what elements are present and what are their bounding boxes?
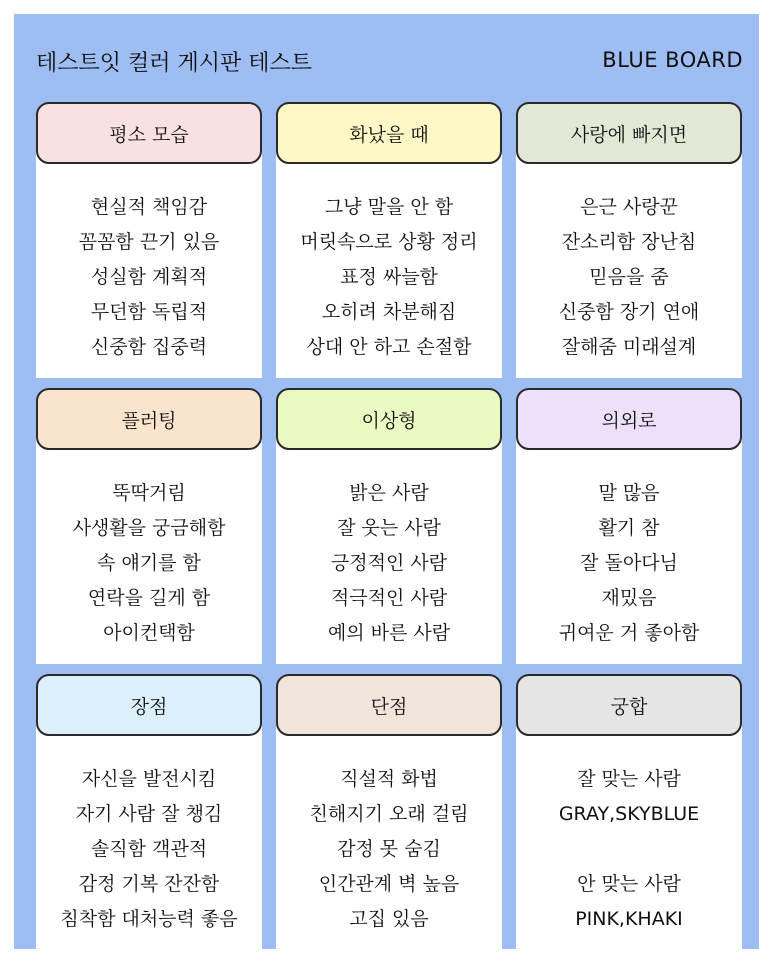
card-lines bbox=[516, 762, 742, 937]
card-line: 안 맞는 사람 bbox=[577, 873, 681, 895]
card-line: 감정 못 숨김 bbox=[337, 838, 441, 860]
card-weaknesses bbox=[276, 674, 502, 950]
card-line: 솔직함 객관적 bbox=[90, 838, 208, 860]
card-lines bbox=[516, 476, 742, 651]
card-line: 연락을 길게 함 bbox=[87, 587, 211, 609]
card-label: 이상형 bbox=[276, 388, 502, 450]
card-line: 활기 참 bbox=[598, 517, 660, 539]
card-lines bbox=[36, 190, 262, 365]
card-line: 현실적 책임감 bbox=[90, 196, 208, 218]
card-line: 자신을 발전시킴 bbox=[81, 768, 217, 790]
card-in-love bbox=[516, 102, 742, 378]
card-lines bbox=[36, 476, 262, 651]
card-line: 머릿속으로 상황 정리 bbox=[300, 231, 478, 253]
card-line: 말 많음 bbox=[598, 482, 660, 504]
card-line: 잘 돌아다님 bbox=[580, 552, 678, 574]
card-line: 아이컨택함 bbox=[103, 622, 195, 644]
card-line: GRAY,SKYBLUE bbox=[558, 803, 700, 825]
card-line: 고집 있음 bbox=[349, 908, 429, 930]
card-line: 뚝딱거림 bbox=[112, 482, 186, 504]
card-line: 재밌음 bbox=[601, 587, 657, 609]
card-label: 단점 bbox=[276, 674, 502, 736]
card-line: 인간관계 벽 높음 bbox=[318, 873, 460, 895]
board-title: 테스트잇 컬러 게시판 테스트 bbox=[36, 51, 313, 76]
card-lines bbox=[276, 190, 502, 365]
card-label: 평소 모습 bbox=[36, 102, 262, 164]
card-line: 귀여운 거 좋아함 bbox=[558, 622, 700, 644]
card-line: 밝은 사람 bbox=[349, 482, 429, 504]
card-label: 장점 bbox=[36, 674, 262, 736]
card-line: 그냥 말을 안 함 bbox=[324, 196, 454, 218]
card-compatibility bbox=[516, 674, 742, 950]
card-line: 꼼꼼함 끈기 있음 bbox=[78, 231, 220, 253]
card-line: 적극적인 사람 bbox=[330, 587, 448, 609]
board-brand: BLUE BOARD bbox=[602, 48, 743, 72]
card-line: 무던함 독립적 bbox=[90, 301, 208, 323]
card-strengths bbox=[36, 674, 262, 950]
card-line: 성실함 계획적 bbox=[90, 266, 208, 288]
card-line: 속 얘기를 함 bbox=[97, 552, 201, 574]
card-line: 은근 사랑꾼 bbox=[580, 196, 678, 218]
card-line: 친해지기 오래 걸림 bbox=[309, 803, 469, 825]
card-label: 화났을 때 bbox=[276, 102, 502, 164]
card-line: 표정 싸늘함 bbox=[340, 266, 438, 288]
card-grid bbox=[36, 102, 749, 950]
card-label: 사랑에 빠지면 bbox=[516, 102, 742, 164]
card-line: 믿음을 줌 bbox=[589, 266, 669, 288]
card-lines bbox=[516, 190, 742, 365]
card-unexpectedly bbox=[516, 388, 742, 664]
card-line: 직설적 화법 bbox=[340, 768, 438, 790]
card-lines bbox=[276, 762, 502, 937]
card-line: 오히려 차분해짐 bbox=[321, 301, 457, 323]
card-line: 예의 바른 사람 bbox=[327, 622, 451, 644]
card-line: 긍정적인 사람 bbox=[330, 552, 448, 574]
card-line: 자기 사람 잘 챙김 bbox=[75, 803, 223, 825]
card-line: 감정 기복 잔잔함 bbox=[78, 873, 220, 895]
card-line: 침착함 대처능력 좋음 bbox=[60, 908, 238, 930]
card-flirting bbox=[36, 388, 262, 664]
card-line: 신중함 집중력 bbox=[90, 336, 208, 358]
card-label: 플러팅 bbox=[36, 388, 262, 450]
card-line: 잘 맞는 사람 bbox=[577, 768, 681, 790]
card-line: 사생활을 궁금해함 bbox=[72, 517, 226, 539]
card-when-angry bbox=[276, 102, 502, 378]
card-usual-self bbox=[36, 102, 262, 378]
card-line: 상대 안 하고 손절함 bbox=[306, 336, 472, 358]
card-line: 잔소리함 장난침 bbox=[561, 231, 697, 253]
card-ideal-type bbox=[276, 388, 502, 664]
card-line: PINK,KHAKI bbox=[575, 908, 683, 930]
board-header bbox=[14, 14, 759, 102]
card-label: 궁합 bbox=[516, 674, 742, 736]
card-line: 신중함 장기 연애 bbox=[558, 301, 700, 323]
board bbox=[14, 14, 759, 949]
card-label: 의외로 bbox=[516, 388, 742, 450]
card-lines bbox=[276, 476, 502, 651]
card-line: 잘해줌 미래설계 bbox=[561, 336, 697, 358]
card-lines bbox=[36, 762, 262, 937]
card-line: 잘 웃는 사람 bbox=[337, 517, 441, 539]
